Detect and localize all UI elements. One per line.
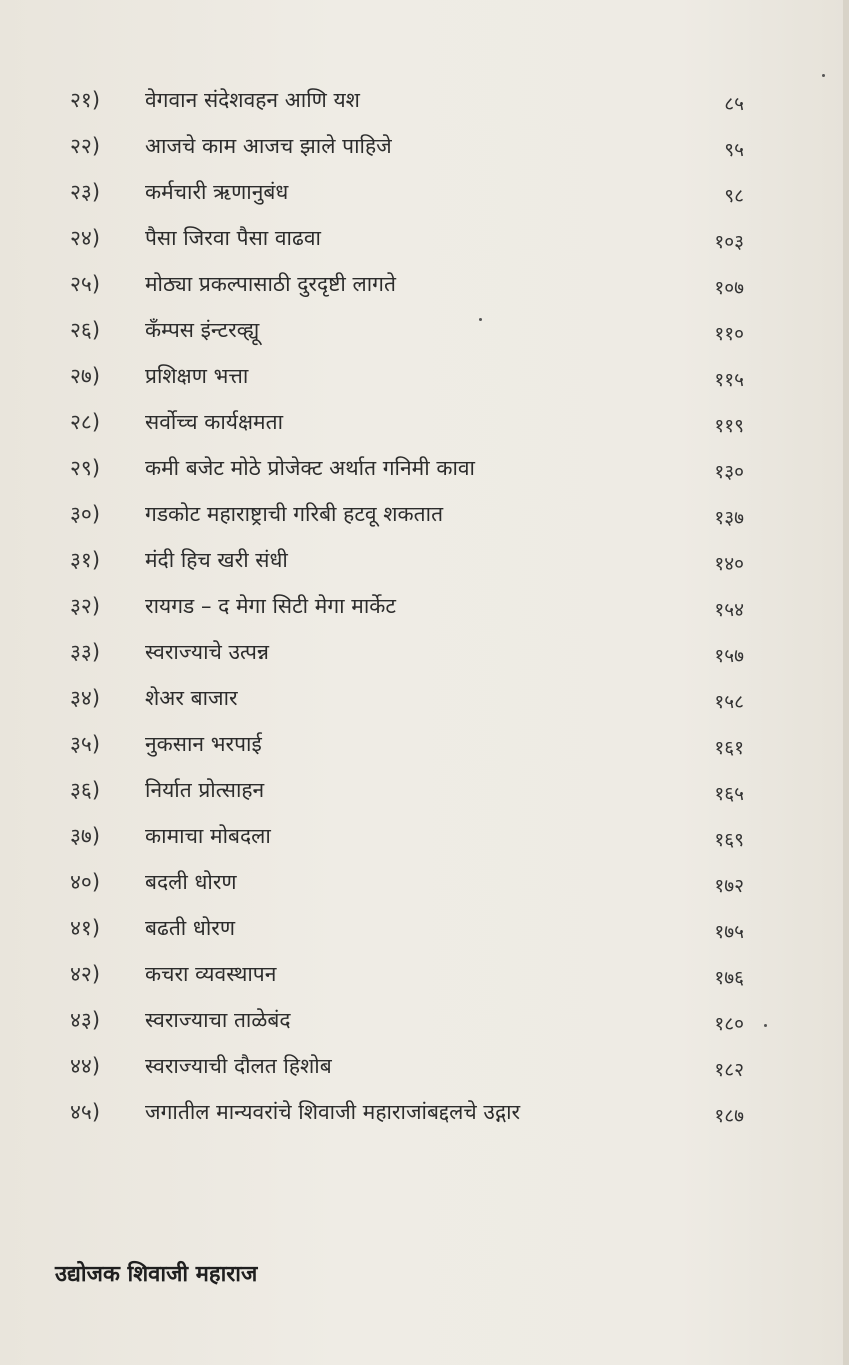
toc-page-number: १०७ <box>714 277 744 299</box>
toc-page-number: १६१ <box>714 737 744 759</box>
toc-number: २६) <box>70 318 101 342</box>
toc-page-number: १८० <box>714 1013 744 1035</box>
toc-page-number: १०३ <box>714 231 744 253</box>
toc-row <box>0 862 849 908</box>
toc-page-number: ११५ <box>714 369 744 391</box>
toc-title: रायगड – द मेगा सिटी मेगा मार्केट <box>145 594 396 618</box>
toc-page-number: १८२ <box>714 1059 744 1081</box>
toc-row <box>0 1000 849 1046</box>
toc-number: २३) <box>70 180 101 204</box>
toc-title: मंदी हिच खरी संधी <box>145 548 288 572</box>
toc-row <box>0 770 849 816</box>
toc-number: ४५) <box>70 1100 101 1124</box>
toc-number: २२) <box>70 134 101 158</box>
toc-row <box>0 724 849 770</box>
toc-title: मोठ्या प्रकल्पासाठी दुरदृष्टी लागते <box>145 272 396 296</box>
toc-title: शेअर बाजार <box>145 686 238 710</box>
toc-row <box>0 494 849 540</box>
toc-number: ४१) <box>70 916 101 940</box>
toc-row <box>0 908 849 954</box>
paper-speck <box>822 74 825 77</box>
toc-number: ४२) <box>70 962 101 986</box>
toc-title: कमी बजेट मोठे प्रोजेक्ट अर्थात गनिमी कावा <box>145 456 475 480</box>
toc-row <box>0 448 849 494</box>
toc-title: नुकसान भरपाई <box>145 732 262 756</box>
paper-speck <box>764 1024 767 1027</box>
toc-title: बढती धोरण <box>145 916 236 940</box>
toc-number: ३३) <box>70 640 101 664</box>
toc-title: कामाचा मोबदला <box>145 824 271 848</box>
toc-number: २७) <box>70 364 101 388</box>
toc-row <box>0 310 849 356</box>
toc-number: २१) <box>70 88 101 112</box>
toc-row <box>0 586 849 632</box>
toc-number: ३२) <box>70 594 101 618</box>
toc-row <box>0 632 849 678</box>
toc-page-number: ९८ <box>724 185 744 207</box>
toc-row <box>0 126 849 172</box>
toc-row <box>0 264 849 310</box>
toc-number: २८) <box>70 410 101 434</box>
toc-page-number: ८५ <box>724 93 744 115</box>
toc-title: जगातील मान्यवरांचे शिवाजी महाराजांबद्दलचे उद्गार <box>145 1100 521 1124</box>
toc-page-number: १६५ <box>714 783 744 805</box>
table-of-contents <box>0 80 849 1138</box>
toc-number: २९) <box>70 456 101 480</box>
toc-number: ४०) <box>70 870 101 894</box>
toc-page-number: १६९ <box>714 829 744 851</box>
toc-page-number: १३० <box>714 461 744 483</box>
toc-title: पैसा जिरवा पैसा वाढवा <box>145 226 321 250</box>
toc-number: ३५) <box>70 732 101 756</box>
toc-row <box>0 678 849 724</box>
toc-row <box>0 80 849 126</box>
toc-page-number: १७६ <box>714 967 744 989</box>
toc-title: सर्वोच्च कार्यक्षमता <box>145 410 284 434</box>
toc-page-number: १७५ <box>714 921 744 943</box>
toc-row <box>0 402 849 448</box>
toc-row <box>0 1092 849 1138</box>
toc-page-number: ११० <box>714 323 744 345</box>
toc-page-number: १५७ <box>714 645 744 667</box>
toc-title: बदली धोरण <box>145 870 237 894</box>
toc-title: प्रशिक्षण भत्ता <box>145 364 249 388</box>
toc-title: स्वराज्याचा ताळेबंद <box>145 1008 291 1032</box>
paper-speck <box>479 318 482 321</box>
toc-page-number: ११९ <box>714 415 744 437</box>
toc-number: ३१) <box>70 548 101 572</box>
toc-row <box>0 172 849 218</box>
toc-row <box>0 1046 849 1092</box>
book-title-footer: उद्योजक शिवाजी महाराज <box>55 1262 258 1287</box>
toc-number: ३०) <box>70 502 101 526</box>
toc-page-number: ९५ <box>724 139 744 161</box>
toc-row <box>0 356 849 402</box>
toc-title: कँम्पस इंन्टरव्ह्यू <box>145 318 260 342</box>
toc-row <box>0 816 849 862</box>
toc-title: कर्मचारी ऋणानुबंध <box>145 180 289 204</box>
toc-page-number: १७२ <box>714 875 744 897</box>
toc-number: ३४) <box>70 686 101 710</box>
toc-row <box>0 218 849 264</box>
toc-title: स्वराज्याचे उत्पन्न <box>145 640 269 664</box>
toc-row <box>0 954 849 1000</box>
toc-title: वेगवान संदेशवहन आणि यश <box>145 88 360 112</box>
toc-number: २४) <box>70 226 101 250</box>
toc-title: आजचे काम आजच झाले पाहिजे <box>145 134 392 158</box>
toc-number: ३७) <box>70 824 101 848</box>
toc-title: स्वराज्याची दौलत हिशोब <box>145 1054 332 1078</box>
toc-number: ४४) <box>70 1054 101 1078</box>
toc-page-number: १३७ <box>714 507 744 529</box>
toc-title: कचरा व्यवस्थापन <box>145 962 277 986</box>
toc-page-number: १५८ <box>714 691 744 713</box>
toc-number: ३६) <box>70 778 101 802</box>
toc-title: निर्यात प्रोत्साहन <box>145 778 265 802</box>
toc-page-number: १४० <box>714 553 744 575</box>
toc-page-number: १५४ <box>714 599 744 621</box>
toc-title: गडकोट महाराष्ट्राची गरिबी हटवू शकतात <box>145 502 444 526</box>
toc-row <box>0 540 849 586</box>
toc-page-number: १८७ <box>714 1105 744 1127</box>
toc-number: ४३) <box>70 1008 101 1032</box>
toc-number: २५) <box>70 272 101 296</box>
